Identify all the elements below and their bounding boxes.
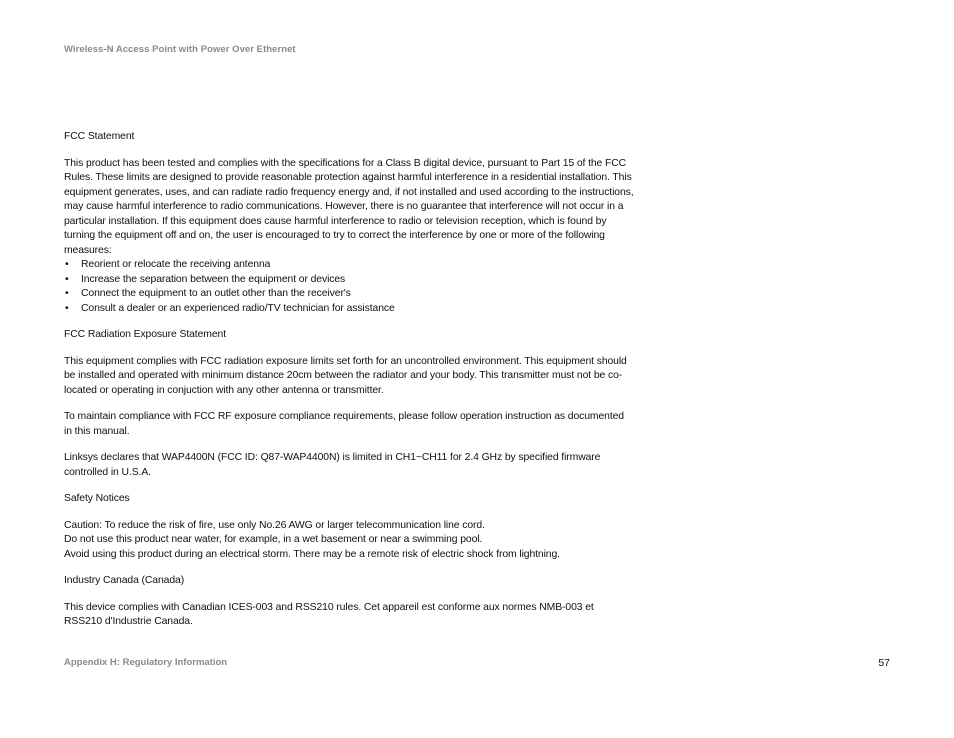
document-body [64,130,634,630]
list-item [64,273,634,288]
list-item-text: Consult a dealer or an experienced radio/TV technician for assistance [81,302,395,314]
industry-canada-body: This device complies with Canadian ICES-003 and RSS210 rules. Cet appareil est conforme aux normes NMB-003 et RSS210 d'Industrie Canada. [64,601,594,627]
running-header: Wireless-N Access Point with Power Over Ethernet [64,44,296,55]
bullet-icon: • [65,302,69,314]
fcc-measures-list [64,258,634,316]
page-number: 57 [878,657,890,669]
safety-line: Do not use this product near water, for example, in a wet basement or near a swimming pool. [64,534,483,545]
rf-compliance-body: To maintain compliance with FCC RF exposure compliance requirements, please follow operation instruction as documented in this manual. [64,411,624,437]
radiation-exposure-body: This equipment complies with FCC radiation exposure limits set forth for an uncontrolled environment. This equipment should be installed and operated with minimum distance 20cm between the radiator and your body. This transmitter must not be co-located or operating in conjuction with any other antenna or transmitter. [64,355,627,396]
list-item [64,258,634,273]
list-item [64,302,634,317]
safety-notices-body [64,519,634,563]
list-item-text: Increase the separation between the equipment or devices [81,273,346,285]
safety-line: Caution: To reduce the risk of fire, use only No.26 AWG or larger telecommunication line cord. [64,519,485,531]
list-item [64,287,634,302]
list-item-text: Reorient or relocate the receiving antenna [81,259,271,270]
bullet-icon: • [65,259,69,270]
list-item-text: Connect the equipment to an outlet other than the receiver's [81,288,351,299]
linksys-declaration-body: Linksys declares that WAP4400N (FCC ID: Q87-WAP4400N) is limited in CH1~CH11 for 2.4 GHz by specified firmware controlled in U.S.A. [64,452,601,478]
fcc-statement-body: This product has been tested and complies with the specifications for a Class B digital device, pursuant to Part 15 of the FCC Rules. These limits are designed to provide reasonable protection against harmful interference in a residential installation. This equipment generates, uses, and can radiate radio frequency energy and, if not installed and used according to the instructions, may cause harmful interference to radio communications. However, there is no guarantee that interference will not occur in a particular installation. If this equipment does cause harmful interference to radio or television reception, which is found by turning the equipment off and on, the user is encouraged to try to correct the interference by one or more of the following measures: [64,157,634,256]
bullet-icon: • [65,288,69,299]
fcc-statement-heading: FCC Statement [64,131,135,142]
safety-notices-heading: Safety Notices [64,493,130,504]
industry-canada-heading: Industry Canada (Canada) [64,575,185,586]
radiation-exposure-heading: FCC Radiation Exposure Statement [64,329,226,340]
footer-section-title: Appendix H: Regulatory Information [64,657,228,668]
bullet-icon: • [65,273,69,285]
safety-line: Avoid using this product during an electrical storm. There may be a remote risk of electric shock from lightning. [64,548,560,560]
